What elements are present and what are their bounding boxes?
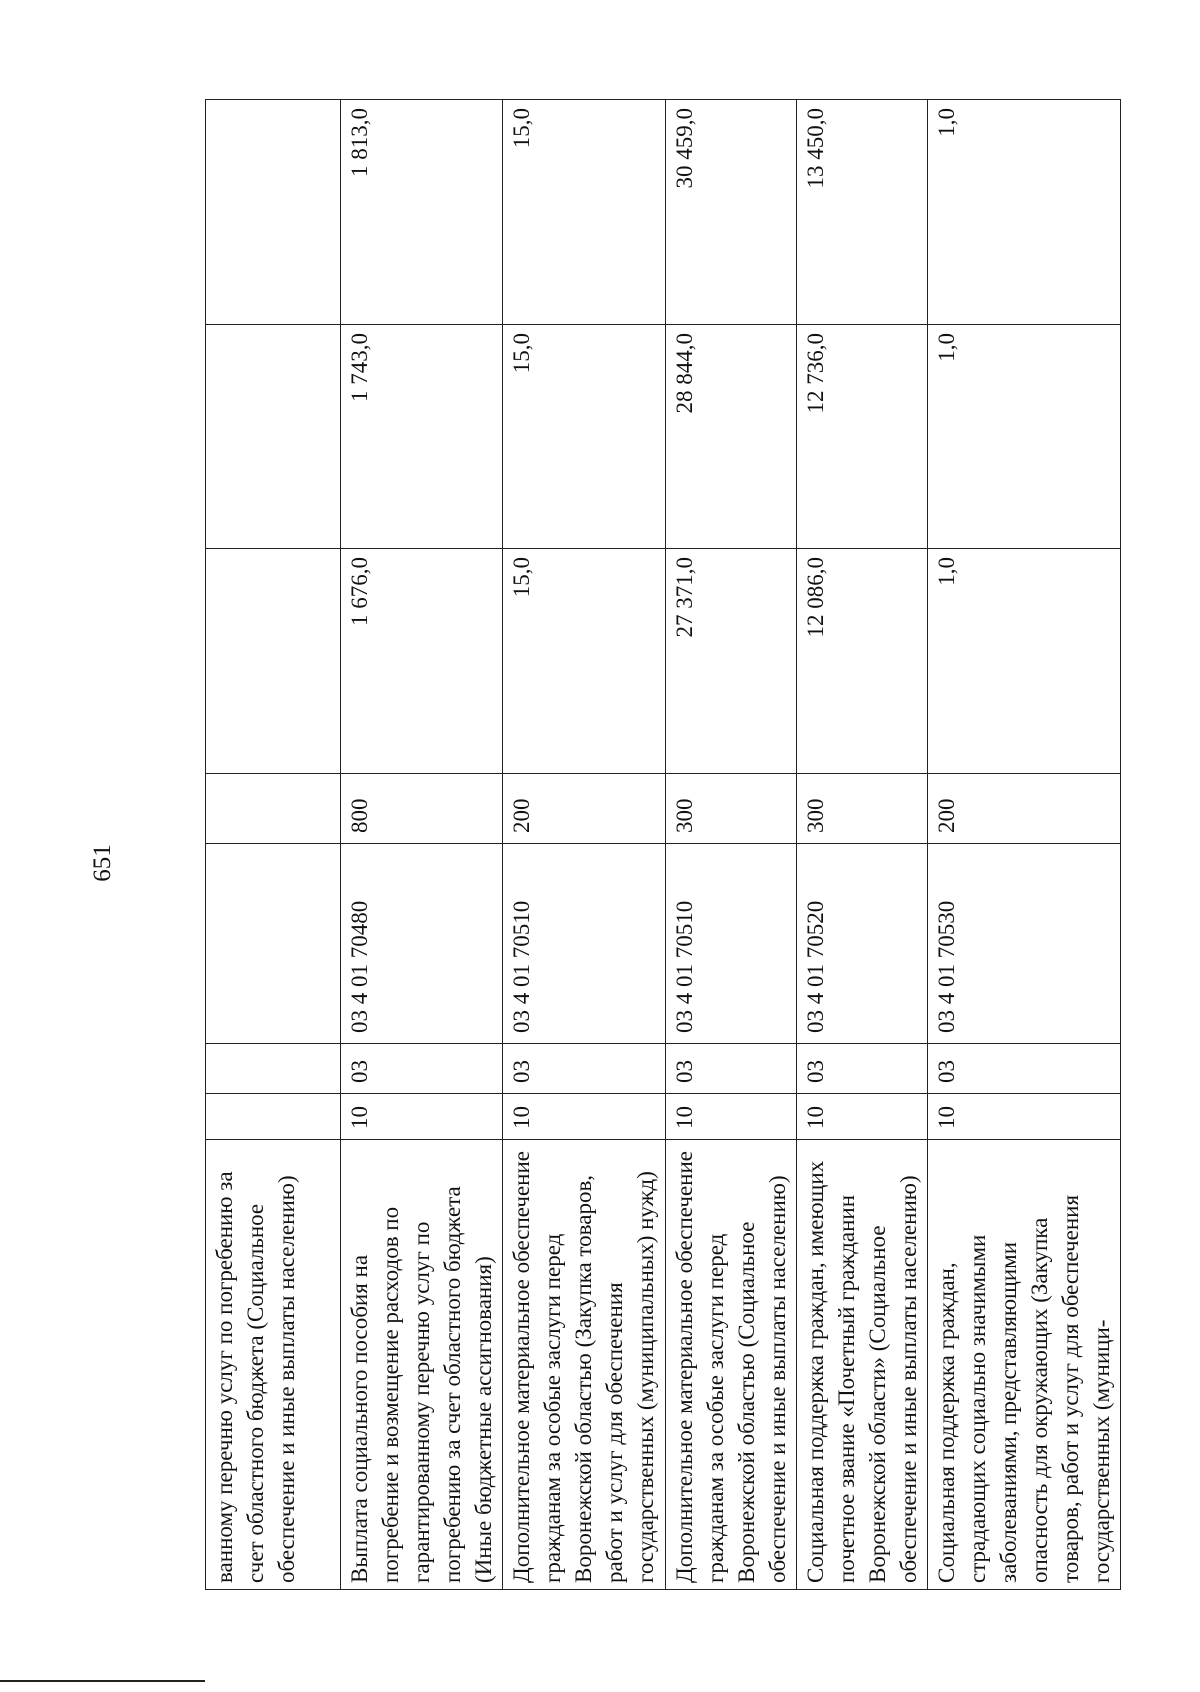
row-description: Социальная поддержка граждан, имеющих почетное звание «Почетный гражданин Воронежской области» (Социальное обеспечение и иные выплаты населению) (797, 1140, 928, 1590)
row-csr: 03 4 01 70520 (797, 844, 928, 1044)
row-pr (206, 1044, 341, 1094)
row-description: Дополнительное материальное обеспечение гражданам за особые заслуги перед Воронежской областью (Социальное обеспечение и иные выплаты населению) (666, 1140, 797, 1590)
row-value-1: 1 676,0 (341, 549, 503, 774)
row-value-3: 13 450,0 (797, 100, 928, 325)
row-csr: 03 4 01 70480 (341, 844, 503, 1044)
row-value-2: 15,0 (503, 325, 666, 549)
row-rz: 10 (666, 1094, 797, 1140)
row-rz: 10 (503, 1094, 666, 1140)
row-value-3: 1,0 (928, 100, 1121, 325)
table-row (503, 100, 666, 1590)
row-value-1 (206, 549, 341, 774)
table-row (206, 100, 341, 1590)
row-rz: 10 (797, 1094, 928, 1140)
row-pr: 03 (928, 1044, 1121, 1094)
row-value-1: 27 371,0 (666, 549, 797, 774)
page-number: 651 (89, 844, 116, 882)
row-vr: 300 (666, 774, 797, 844)
row-rz: 10 (341, 1094, 503, 1140)
row-csr: 03 4 01 70510 (503, 844, 666, 1044)
row-description: Выплата социального пособия на погребение и возмещение расходов по гарантированному перечню услуг по погребению за счет областного бюджета (Иные бюджетные ассигнования) (341, 1140, 503, 1590)
row-value-2: 12 736,0 (797, 325, 928, 549)
row-pr: 03 (341, 1044, 503, 1094)
row-pr: 03 (797, 1044, 928, 1094)
row-csr: 03 4 01 70510 (666, 844, 797, 1044)
row-vr: 300 (797, 774, 928, 844)
scan-edge-rule (0, 1680, 205, 1682)
row-rz (206, 1094, 341, 1140)
row-vr (206, 774, 341, 844)
row-pr: 03 (503, 1044, 666, 1094)
row-value-3: 1 813,0 (341, 100, 503, 325)
budget-table (205, 99, 1121, 1590)
row-pr: 03 (666, 1044, 797, 1094)
row-description: ванному перечню услуг по погребению за счет областного бюджета (Социальное обеспечение и иные выплаты населению) (206, 1140, 341, 1590)
row-csr (206, 844, 341, 1044)
row-value-1: 1,0 (928, 549, 1121, 774)
row-vr: 200 (503, 774, 666, 844)
row-vr: 800 (341, 774, 503, 844)
row-value-2: 28 844,0 (666, 325, 797, 549)
table-row (341, 100, 503, 1590)
row-value-3: 15,0 (503, 100, 666, 325)
table-row (928, 100, 1121, 1590)
table-row (797, 100, 928, 1590)
row-value-2: 1,0 (928, 325, 1121, 549)
row-description: Дополнительное материальное обеспечение гражданам за особые заслуги перед Воронежской областью (Закупка товаров, работ и услуг для обеспечения государственных (муниципальных) нужд) (503, 1140, 666, 1590)
row-value-2 (206, 325, 341, 549)
row-value-3 (206, 100, 341, 325)
row-value-3: 30 459,0 (666, 100, 797, 325)
row-value-2: 1 743,0 (341, 325, 503, 549)
row-vr: 200 (928, 774, 1121, 844)
row-value-1: 15,0 (503, 549, 666, 774)
table-row (666, 100, 797, 1590)
row-value-1: 12 086,0 (797, 549, 928, 774)
row-description: Социальная поддержка граждан, страдающих социально значимыми заболеваниями, представляющими опасность для окружающих (Закупка товаров, работ и услуг для обеспечения государственных (муници- (928, 1140, 1121, 1590)
row-csr: 03 4 01 70530 (928, 844, 1121, 1044)
rotated-page (205, 100, 1114, 1590)
row-rz: 10 (928, 1094, 1121, 1140)
